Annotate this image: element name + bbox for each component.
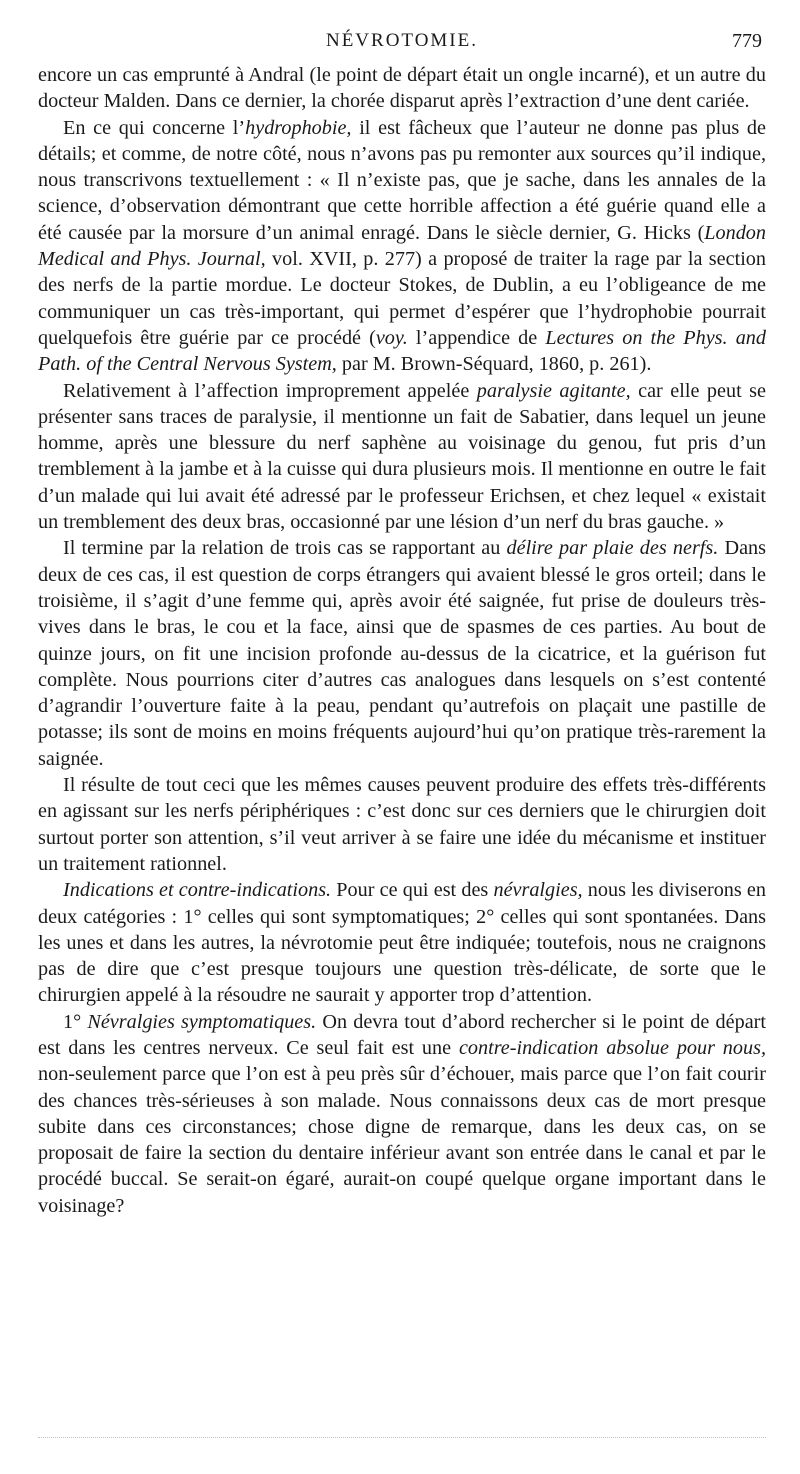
italic-run: contre-indication absolue pour nous, (458, 1036, 766, 1059)
text-run: car elle peut se présenter sans traces de paralysie, il mentionne un fait de Sabatier, dans lequel un jeune homme, après une blessure du nerf saphène au voisinage du genou, fut pris d’un tremblement à la jambe et à la cuisse qui dura plusieurs mois. Il mentionne en outre le fait d’un malade qui lui avait été adressé par le professeur Erichsen, et chez lequel « existait un tremblement des deux bras, occasionné par une lésion d’un nerf du bras gauche. » (38, 379, 766, 534)
paragraph-conclusion (38, 772, 766, 877)
text-run: vol. XVII, p. 277) a proposé de traiter la rage par la section des nerfs de la partie mordue. Le docteur Stokes, de Dublin, a eu l’obligeance de me communiquer un cas très-important, qui permet d’espérer que l’hydrophobie pourrait quelquefois être guérie par ce procédé ( (38, 248, 766, 349)
italic-run: Névralgies symptomatiques. (87, 1010, 317, 1033)
italic-run: hydrophobie, (245, 116, 352, 139)
text-run: Il termine par la relation de trois cas se rapportant au (63, 537, 507, 560)
paragraph-continuation (38, 62, 766, 115)
italic-run: paralysie agitante, (476, 379, 631, 402)
text-run: 1° (63, 1010, 88, 1033)
running-title: NÉVROTOMIE. (325, 30, 478, 51)
paragraph-delire-plaie-nerfs (38, 535, 766, 772)
paragraph-hydrophobie (38, 115, 766, 378)
text-run: Relativement à l’affection improprement appelée (63, 379, 477, 402)
text-run: En ce qui concerne l’ (63, 116, 246, 139)
italic-run: London Medical and Phys. Journal, (38, 221, 766, 271)
text-run: l’appendice de (407, 326, 546, 349)
italic-run: voy. (375, 326, 408, 349)
paragraph-indications (38, 877, 766, 1008)
text-run: Dans deux de ces cas, il est question de corps étrangers qui avaient blessé le gros orteil; dans le troisième, il s’agit d’une femme qui, après avoir été saignée, fut prise de douleurs très-vives dans le bras, le cou et la face, ainsi que de spasmes de ces parties. Au bout de quinze jours, on fit une incision profonde au-dessus de la cicatrice, et la guérison fut complète. Nous pourrions citer d’autres cas analogues dans lesquels on s’est contenté d’agrandir l’ouverture faite à la peau, pendant qu’autrefois on plaçait une pastille de potasse; ils sont de moins en moins fréquents aujourd’hui qu’on pratique très-rarement la saignée. (38, 537, 766, 770)
body-text (38, 62, 766, 1219)
text-run: On devra tout d’abord rechercher si le point de départ est dans les centres nerveux. Ce seul fait est une (38, 1010, 766, 1059)
text-run: il est fâcheux que l’auteur ne donne pas plus de détails; et comme, de notre côté, nous n’avons pas pu remonter aux sources qu’il indique, nous transcrivons textuellement : « Il n’existe pas, que je sache, dans les annales de la science, d’observation démontrant que cette horrible affection a été guérie quand elle a été causée par la morsure d’un animal enragé. Dans le siècle dernier, G. Hicks ( (38, 116, 766, 244)
italic-run: Indications et contre-indications. (63, 879, 332, 902)
text-run: nous les diviserons en deux catégories : 1° celles qui sont symptomatiques; 2° celles qui sont spontanées. Dans les unes et dans les autres, la névrotomie peut être indiquée; toutefois, nous ne craignons pas de dire que c’est presque toujours une question très-délicate, de sorte que le chirurgien appelé à la résoudre ne saurait y apporter trop d’attention. (38, 879, 766, 1007)
italic-run: Lectures on the Phys. and Path. of the Central Nervous System, (38, 326, 766, 376)
page-number: 779 (732, 30, 762, 52)
paragraph-nevralgies-symptomatiques (38, 1009, 766, 1219)
page-bottom-rule (38, 1437, 766, 1438)
italic-run: névralgies, (493, 879, 583, 902)
paragraph-paralysie-agitante (38, 378, 766, 536)
text-run: non-seulement parce que l’on est à peu près sûr d’échouer, mais parce que l’on fait courir des chances très-sérieuses à son malade. Nous connaissons deux cas de mort presque subite dans ces circonstances; chose digne de remarque, dans les deux cas, on se proposait de faire la section du dentaire inférieur avant son entrée dans le canal et par le procédé buccal. Se serait-on égaré, aurait-on coupé quelque organe important dans le voisinage? (38, 1063, 766, 1217)
text-run: encore un cas emprunté à Andral (le point de départ était un ongle incarné), et un autre du docteur Malden. Dans ce dernier, la chorée disparut après l’extraction d’une dent cariée. (38, 64, 766, 113)
text-run: par M. Brown-Séquard, 1860, p. 261). (336, 353, 652, 376)
text-run: Pour ce qui est des (331, 879, 494, 902)
italic-run: délire par plaie des nerfs. (506, 537, 719, 560)
text-run: Il résulte de tout ceci que les mêmes causes peuvent produire des effets très-différents en agissant sur les nerfs périphériques : c’est donc sur ces derniers que le chirurgien doit surtout porter son attention, s’il veut arriver à se faire une idée du mécanisme et instituer un traitement rationnel. (38, 774, 766, 875)
running-head (38, 30, 766, 60)
